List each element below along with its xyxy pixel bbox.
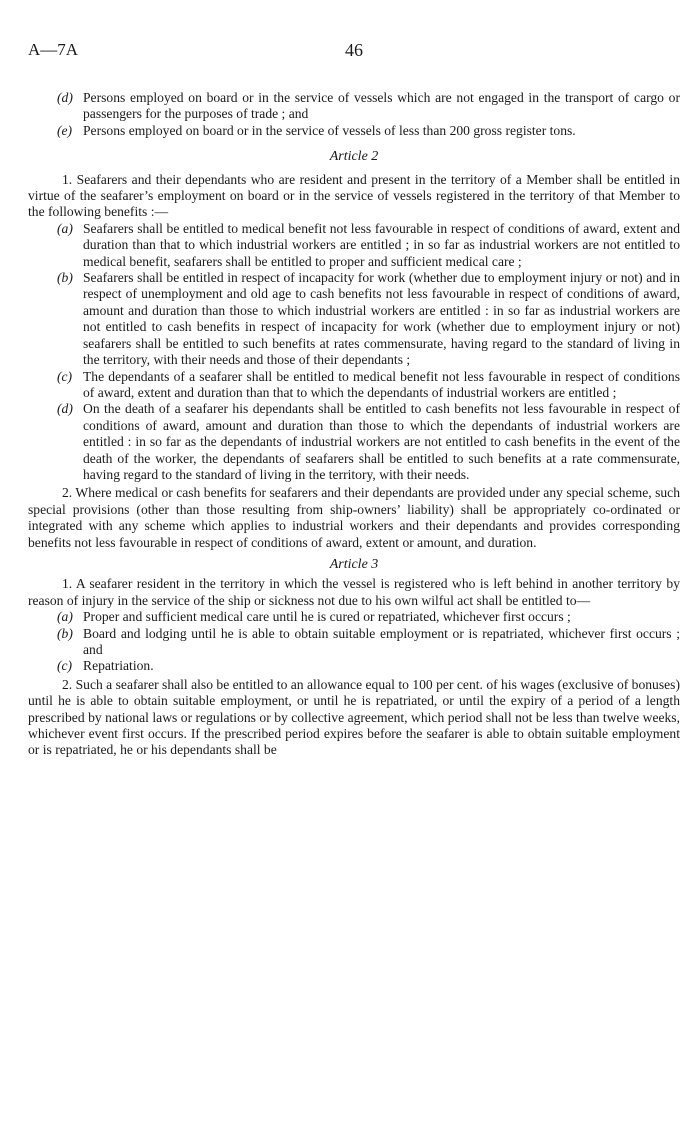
paragraph: 2. Where medical or cash benefits for seafarers and their dependants are provided under any special scheme, such special provisions (other than those resulting from ship-owners’ liability) shall be appropriately co-ordinated or integrated with any scheme which applies to industrial workers and their dependants and provides corresponding benefits not less favourable in respect of conditions of award, extent or amount, and duration. xyxy=(28,485,680,550)
list-item xyxy=(28,270,680,368)
paragraph: 1. Seafarers and their dependants who are resident and present in the territory of a Member shall be entitled in virtue of the seafarer’s employment on board or in the service of vessels registered in the territory of that Member to the following benefits :— xyxy=(28,171,680,220)
list-item xyxy=(28,609,680,625)
list-item xyxy=(28,658,680,674)
list-item-label: (a) xyxy=(57,220,73,236)
list-item-label: (c) xyxy=(57,368,73,384)
list-item-text: The dependants of a seafarer shall be entitled to medical benefit not less favourable in respect of conditions of award, extent and duration than that to which the dependants of industrial workers are entitled ; xyxy=(83,368,680,400)
page-header xyxy=(28,40,680,64)
list-item xyxy=(28,123,680,139)
list-item xyxy=(28,221,680,270)
page-number: 46 xyxy=(345,40,363,60)
list-item-label: (c) xyxy=(57,658,73,674)
article-heading: Article 3 xyxy=(329,556,379,572)
list-item xyxy=(28,369,680,402)
list-item-label: (b) xyxy=(57,625,73,641)
list-item xyxy=(28,401,680,483)
list-item-text: Persons employed on board or in the service of vessels of less than 200 gross register tons. xyxy=(83,122,576,138)
list-item-label: (b) xyxy=(57,270,73,286)
list-item-text: Board and lodging until he is able to obtain suitable employment or is repatriated, whichever first occurs ; and xyxy=(83,625,680,657)
list-item-text: Repatriation. xyxy=(83,658,154,674)
list-item-label: (d) xyxy=(57,401,73,417)
paragraph: 1. A seafarer resident in the territory in which the vessel is registered who is left behind in another territory by reason of injury in the service of the ship or sickness not due to his own wilful act shall be entitled to— xyxy=(28,576,680,608)
list-item xyxy=(28,90,680,123)
list-item-text: Proper and sufficient medical care until he is cured or repatriated, whichever first occurs ; xyxy=(83,609,571,625)
document-code: A—7A xyxy=(28,40,79,59)
list-item-label: (e) xyxy=(57,122,73,138)
paragraph: 2. Such a seafarer shall also be entitled to an allowance equal to 100 per cent. of his wages (exclusive of bonuses) until he is able to obtain suitable employment, or until he is repatriated, or until the expiry of a period of a length prescribed by national laws or regulations or by collective agreement, which period shall not be less than twelve weeks, whichever event first occurs. If the prescribed period expires before the seafarer is able to obtain suitable employment or is repatriated, he or his dependants shall be xyxy=(28,676,680,758)
document-body xyxy=(28,90,680,759)
list-item-text: Seafarers shall be entitled in respect of incapacity for work (whether due to employment injury or not) and in respect of unemployment and old age to cash benefits not less favourable in respect of conditions of award, amount and duration than those to which industrial workers are entitled : in so far as industrial workers are not entitled to cash benefits in respect of incapacity for work (whether due to employment injury or not) seafarers shall be entitled to such benefits at rates commensurate, having regard to the standard of living in the territory, with their needs and those of their dependants ; xyxy=(83,270,680,368)
list-item-text: Seafarers shall be entitled to medical benefit not less favourable in respect of conditions of award, extent and duration than that to which industrial workers are entitled ; in so far as industrial workers are not entitled to medical benefit, seafarers shall be entitled to proper and sufficient medical care ; xyxy=(83,220,680,269)
list-item-text: Persons employed on board or in the service of vessels which are not engaged in the transport of cargo or passengers for the purposes of trade ; and xyxy=(83,90,680,122)
document-page xyxy=(28,0,680,1136)
list-item xyxy=(28,626,680,659)
list-item-label: (d) xyxy=(57,90,73,105)
list-item-text: On the death of a seafarer his dependants shall be entitled to cash benefits not less favourable in respect of conditions of award, amount and duration than those to which the dependants of industrial workers are entitled : in so far as the dependants of industrial workers are not entitled to cash benefits in the event of the death of the worker, the dependants of seafarers shall be entitled to such benefits at a rate commensurate, having regard to the standard of living in the territory, with their needs. xyxy=(83,401,680,482)
article-heading: Article 2 xyxy=(329,149,379,165)
list-item-label: (a) xyxy=(57,609,73,625)
